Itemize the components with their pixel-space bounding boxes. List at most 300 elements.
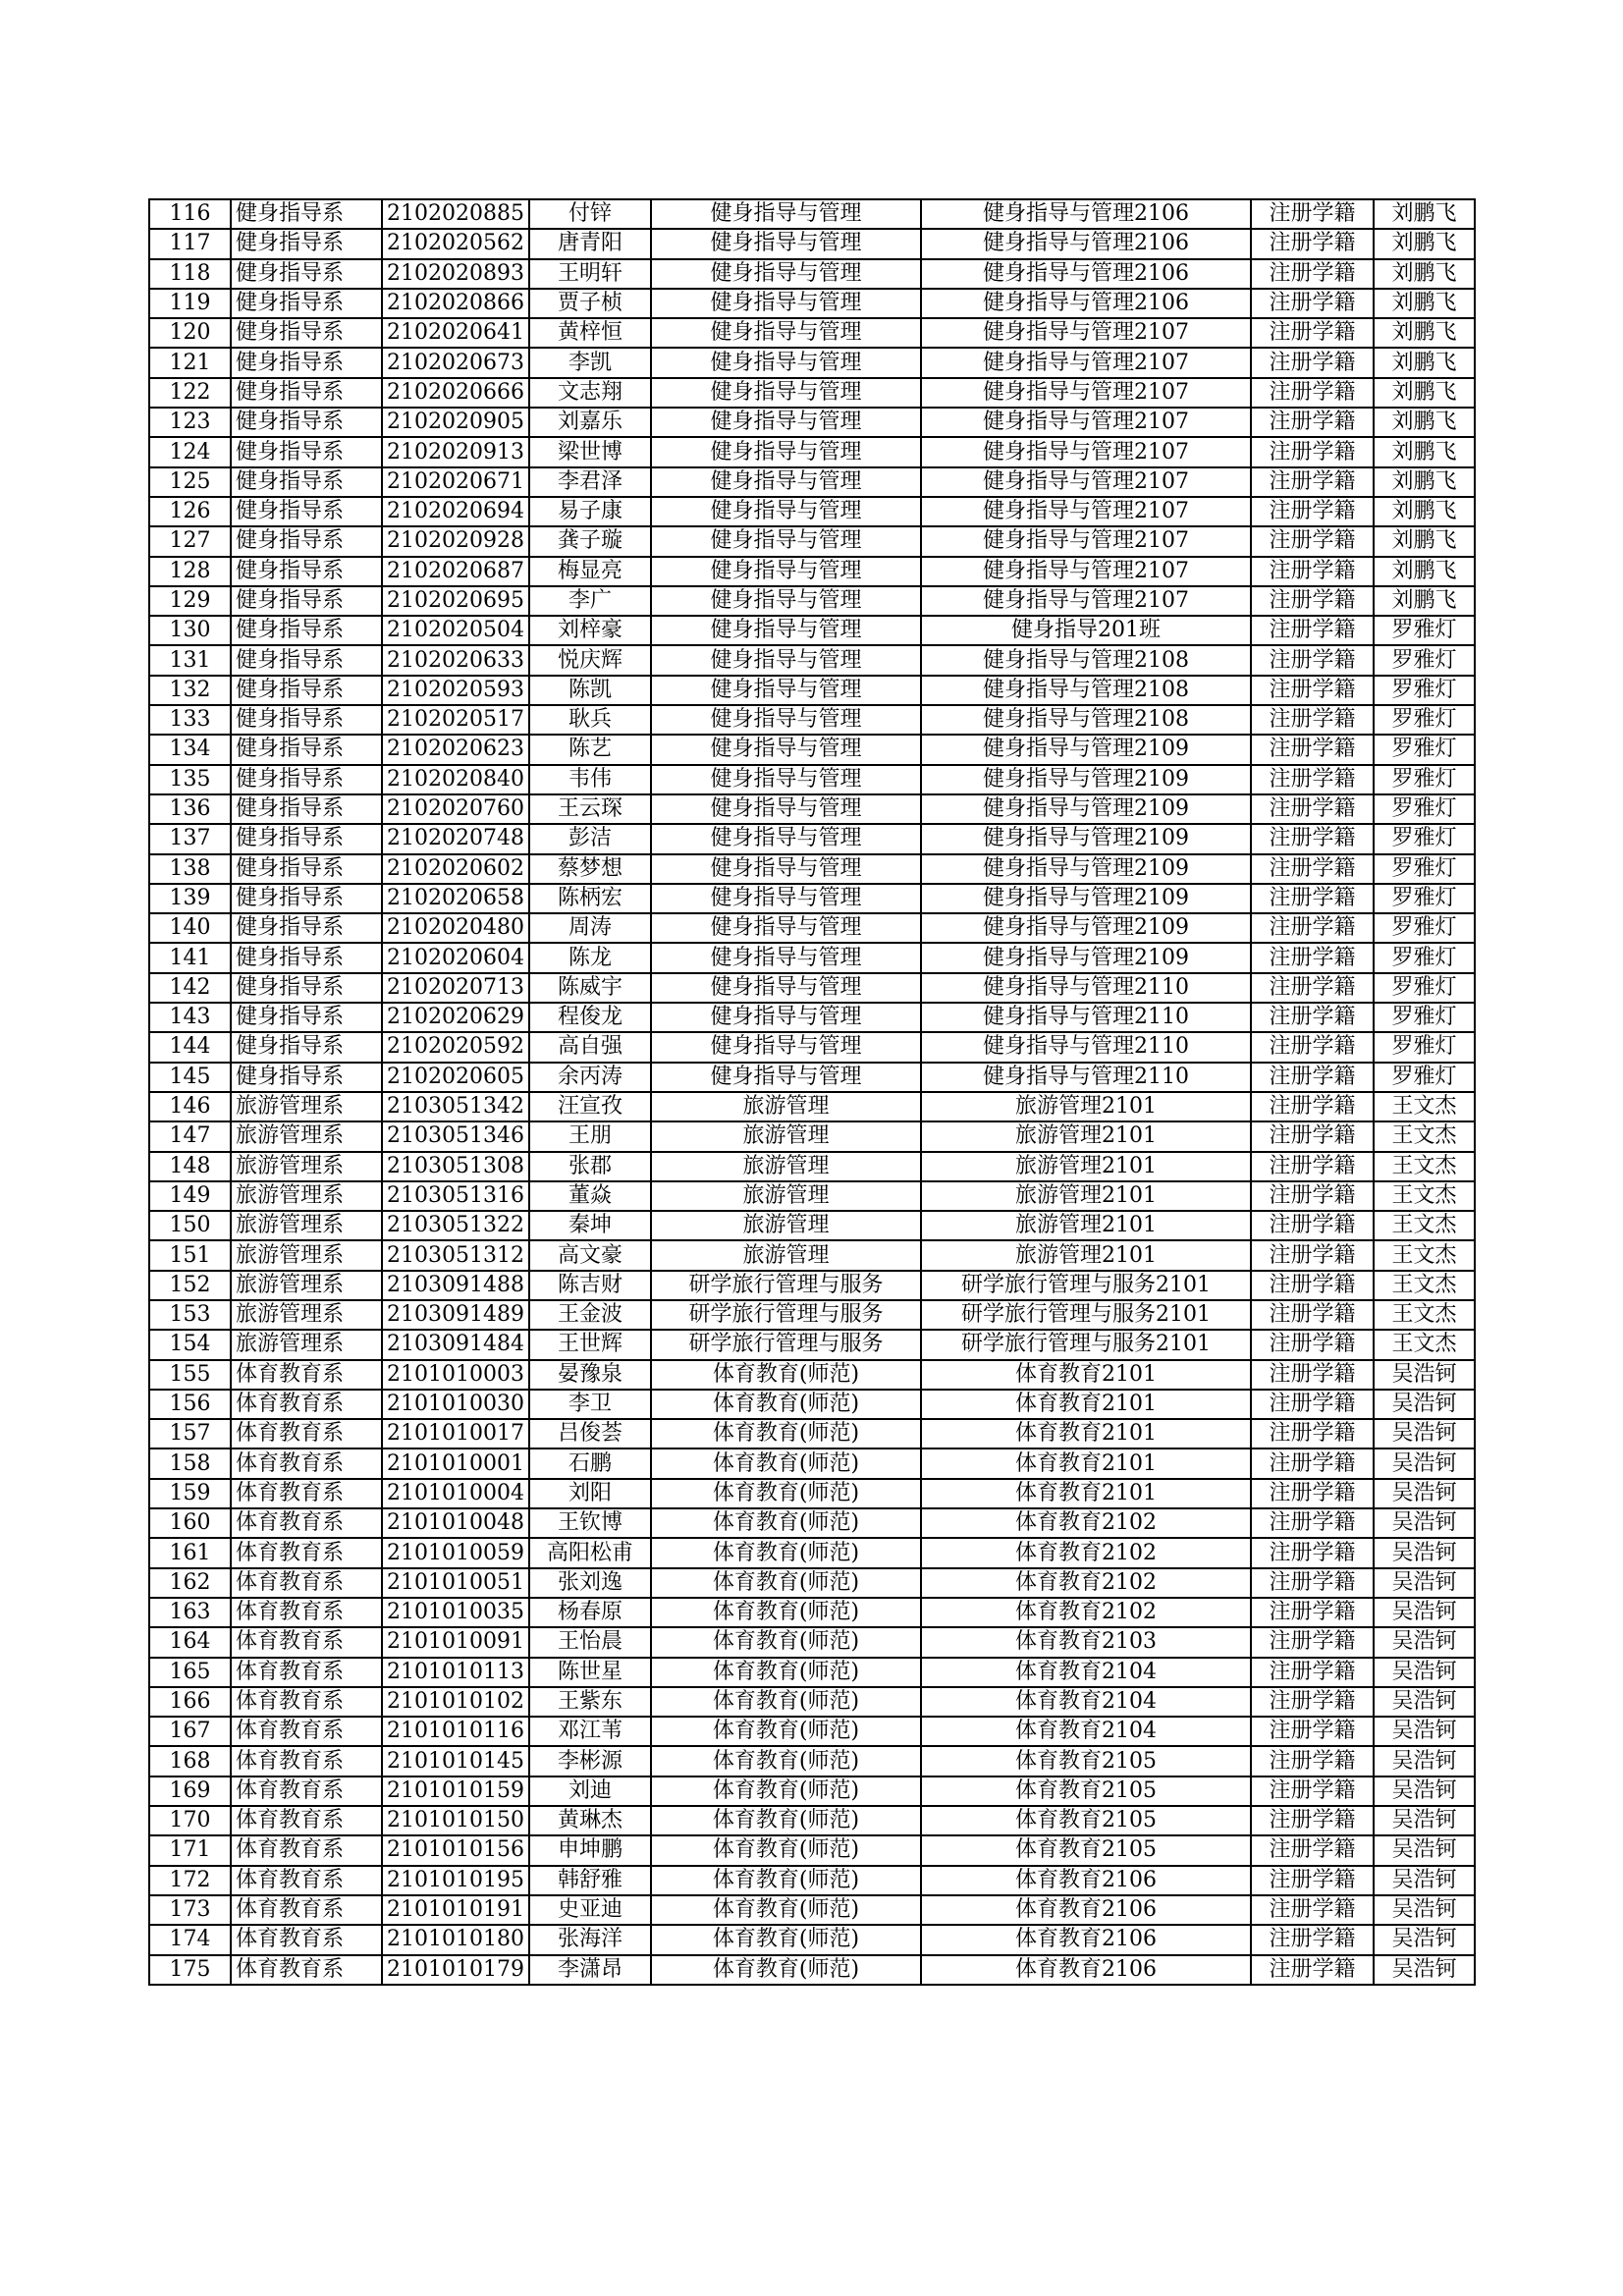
major-cell: 健身指导与管理 (651, 973, 921, 1003)
student-name-cell: 陈凯 (529, 676, 651, 705)
table-row (149, 1271, 1475, 1300)
department-cell: 健身指导系 (231, 616, 382, 645)
class-name-cell: 健身指导与管理2109 (921, 854, 1251, 884)
major-cell: 旅游管理 (651, 1152, 921, 1181)
department-cell: 健身指导系 (231, 586, 382, 616)
major-cell: 旅游管理 (651, 1121, 921, 1151)
student-name-cell: 文志翔 (529, 378, 651, 408)
row-number-cell: 162 (149, 1568, 231, 1598)
registration-status-cell: 注册学籍 (1251, 1538, 1374, 1567)
major-cell: 体育教育(师范) (651, 1806, 921, 1835)
major-cell: 健身指导与管理 (651, 913, 921, 943)
class-name-cell: 健身指导与管理2106 (921, 289, 1251, 318)
table-row (149, 824, 1475, 853)
table-row (149, 259, 1475, 289)
counselor-cell: 吴浩钶 (1374, 1360, 1475, 1390)
department-cell: 体育教育系 (231, 1449, 382, 1478)
major-cell: 体育教育(师范) (651, 1925, 921, 1954)
counselor-cell: 王文杰 (1374, 1330, 1475, 1359)
counselor-cell: 吴浩钶 (1374, 1508, 1475, 1538)
table-row (149, 676, 1475, 705)
class-name-cell: 研学旅行管理与服务2101 (921, 1300, 1251, 1330)
department-cell: 体育教育系 (231, 1419, 382, 1449)
counselor-cell: 王文杰 (1374, 1181, 1475, 1211)
class-name-cell: 体育教育2102 (921, 1508, 1251, 1538)
major-cell: 体育教育(师范) (651, 1658, 921, 1687)
major-cell: 健身指导与管理 (651, 735, 921, 764)
registration-status-cell: 注册学籍 (1251, 437, 1374, 466)
major-cell: 体育教育(师范) (651, 1717, 921, 1746)
registration-status-cell: 注册学籍 (1251, 1866, 1374, 1895)
row-number-cell: 153 (149, 1300, 231, 1330)
student-id-cell: 2101010030 (382, 1390, 529, 1419)
registration-status-cell: 注册学籍 (1251, 557, 1374, 586)
row-number-cell: 173 (149, 1895, 231, 1925)
counselor-cell: 吴浩钶 (1374, 1925, 1475, 1954)
counselor-cell: 吴浩钶 (1374, 1479, 1475, 1508)
table-row (149, 1211, 1475, 1240)
row-number-cell: 166 (149, 1687, 231, 1717)
student-name-cell: 黄梓恒 (529, 318, 651, 348)
counselor-cell: 吴浩钶 (1374, 1777, 1475, 1806)
registration-status-cell: 注册学籍 (1251, 1300, 1374, 1330)
department-cell: 体育教育系 (231, 1746, 382, 1776)
counselor-cell: 刘鹏飞 (1374, 586, 1475, 616)
department-cell: 健身指导系 (231, 1032, 382, 1062)
counselor-cell: 罗雅灯 (1374, 645, 1475, 675)
student-id-cell: 2102020658 (382, 884, 529, 913)
student-id-cell: 2102020604 (382, 943, 529, 972)
student-id-cell: 2102020593 (382, 676, 529, 705)
major-cell: 体育教育(师范) (651, 1687, 921, 1717)
table-row (149, 1063, 1475, 1092)
row-number-cell: 165 (149, 1658, 231, 1687)
registration-status-cell: 注册学籍 (1251, 1003, 1374, 1032)
registration-status-cell: 注册学籍 (1251, 973, 1374, 1003)
class-name-cell: 健身指导与管理2107 (921, 497, 1251, 526)
major-cell: 健身指导与管理 (651, 289, 921, 318)
major-cell: 健身指导与管理 (651, 676, 921, 705)
registration-status-cell: 注册学籍 (1251, 854, 1374, 884)
major-cell: 健身指导与管理 (651, 437, 921, 466)
class-name-cell: 体育教育2101 (921, 1419, 1251, 1449)
table-row (149, 616, 1475, 645)
registration-status-cell: 注册学籍 (1251, 1121, 1374, 1151)
counselor-cell: 王文杰 (1374, 1121, 1475, 1151)
student-name-cell: 邓江苇 (529, 1717, 651, 1746)
student-name-cell: 黄琳杰 (529, 1806, 651, 1835)
table-row (149, 1300, 1475, 1330)
student-name-cell: 彭洁 (529, 824, 651, 853)
row-number-cell: 156 (149, 1390, 231, 1419)
row-number-cell: 164 (149, 1627, 231, 1657)
major-cell: 健身指导与管理 (651, 616, 921, 645)
counselor-cell: 罗雅灯 (1374, 1032, 1475, 1062)
student-name-cell: 陈吉财 (529, 1271, 651, 1300)
table-row (149, 1092, 1475, 1121)
class-name-cell: 健身指导与管理2107 (921, 318, 1251, 348)
student-id-cell: 2102020592 (382, 1032, 529, 1062)
department-cell: 旅游管理系 (231, 1240, 382, 1270)
student-id-cell: 2103091489 (382, 1300, 529, 1330)
student-id-cell: 2102020760 (382, 794, 529, 824)
student-id-cell: 2101010004 (382, 1479, 529, 1508)
registration-status-cell: 注册学籍 (1251, 229, 1374, 258)
student-name-cell: 王怡晨 (529, 1627, 651, 1657)
major-cell: 健身指导与管理 (651, 408, 921, 437)
table-row (149, 794, 1475, 824)
registration-status-cell: 注册学籍 (1251, 616, 1374, 645)
registration-status-cell: 注册学籍 (1251, 1181, 1374, 1211)
student-name-cell: 汪宣孜 (529, 1092, 651, 1121)
student-name-cell: 高自强 (529, 1032, 651, 1062)
student-name-cell: 王金波 (529, 1300, 651, 1330)
row-number-cell: 167 (149, 1717, 231, 1746)
row-number-cell: 128 (149, 557, 231, 586)
table-row (149, 586, 1475, 616)
student-id-cell: 2102020605 (382, 1063, 529, 1092)
row-number-cell: 135 (149, 765, 231, 794)
table-row (149, 1806, 1475, 1835)
student-name-cell: 王紫东 (529, 1687, 651, 1717)
student-id-cell: 2102020629 (382, 1003, 529, 1032)
counselor-cell: 吴浩钶 (1374, 1658, 1475, 1687)
department-cell: 体育教育系 (231, 1598, 382, 1627)
student-id-cell: 2101010195 (382, 1866, 529, 1895)
major-cell: 体育教育(师范) (651, 1390, 921, 1419)
row-number-cell: 154 (149, 1330, 231, 1359)
row-number-cell: 118 (149, 259, 231, 289)
student-id-cell: 2102020602 (382, 854, 529, 884)
table-row (149, 1568, 1475, 1598)
class-name-cell: 研学旅行管理与服务2101 (921, 1330, 1251, 1359)
table-row (149, 1538, 1475, 1567)
registration-status-cell: 注册学籍 (1251, 497, 1374, 526)
department-cell: 体育教育系 (231, 1658, 382, 1687)
registration-status-cell: 注册学籍 (1251, 1240, 1374, 1270)
student-name-cell: 陈世星 (529, 1658, 651, 1687)
student-name-cell: 刘嘉乐 (529, 408, 651, 437)
class-name-cell: 健身指导与管理2107 (921, 408, 1251, 437)
student-name-cell: 余丙涛 (529, 1063, 651, 1092)
student-id-cell: 2102020687 (382, 557, 529, 586)
student-id-cell: 2102020562 (382, 229, 529, 258)
student-id-cell: 2101010145 (382, 1746, 529, 1776)
table-body (149, 199, 1475, 1985)
registration-status-cell: 注册学籍 (1251, 1092, 1374, 1121)
department-cell: 旅游管理系 (231, 1152, 382, 1181)
department-cell: 体育教育系 (231, 1538, 382, 1567)
table-row (149, 1658, 1475, 1687)
registration-status-cell: 注册学籍 (1251, 259, 1374, 289)
row-number-cell: 125 (149, 467, 231, 497)
table-row (149, 1717, 1475, 1746)
department-cell: 健身指导系 (231, 824, 382, 853)
department-cell: 健身指导系 (231, 437, 382, 466)
student-id-cell: 2102020840 (382, 765, 529, 794)
class-name-cell: 体育教育2105 (921, 1806, 1251, 1835)
table-row (149, 705, 1475, 735)
major-cell: 健身指导与管理 (651, 824, 921, 853)
registration-status-cell: 注册学籍 (1251, 676, 1374, 705)
student-name-cell: 刘阳 (529, 1479, 651, 1508)
major-cell: 体育教育(师范) (651, 1360, 921, 1390)
table-row (149, 1032, 1475, 1062)
major-cell: 健身指导与管理 (651, 943, 921, 972)
table-row (149, 1777, 1475, 1806)
student-id-cell: 2101010102 (382, 1687, 529, 1717)
major-cell: 健身指导与管理 (651, 259, 921, 289)
registration-status-cell: 注册学籍 (1251, 913, 1374, 943)
class-name-cell: 体育教育2104 (921, 1717, 1251, 1746)
table-row (149, 765, 1475, 794)
class-name-cell: 健身指导201班 (921, 616, 1251, 645)
major-cell: 体育教育(师范) (651, 1746, 921, 1776)
registration-status-cell: 注册学籍 (1251, 1211, 1374, 1240)
registration-status-cell: 注册学籍 (1251, 1835, 1374, 1865)
row-number-cell: 168 (149, 1746, 231, 1776)
student-id-cell: 2103051342 (382, 1092, 529, 1121)
registration-status-cell: 注册学籍 (1251, 289, 1374, 318)
row-number-cell: 163 (149, 1598, 231, 1627)
department-cell: 体育教育系 (231, 1479, 382, 1508)
department-cell: 体育教育系 (231, 1835, 382, 1865)
counselor-cell: 罗雅灯 (1374, 824, 1475, 853)
department-cell: 健身指导系 (231, 259, 382, 289)
counselor-cell: 刘鹏飞 (1374, 408, 1475, 437)
department-cell: 健身指导系 (231, 1003, 382, 1032)
class-name-cell: 健身指导与管理2110 (921, 1063, 1251, 1092)
counselor-cell: 吴浩钶 (1374, 1538, 1475, 1567)
registration-status-cell: 注册学籍 (1251, 1360, 1374, 1390)
major-cell: 健身指导与管理 (651, 1003, 921, 1032)
registration-status-cell: 注册学籍 (1251, 408, 1374, 437)
registration-status-cell: 注册学籍 (1251, 1152, 1374, 1181)
row-number-cell: 121 (149, 348, 231, 377)
student-id-cell: 2102020748 (382, 824, 529, 853)
row-number-cell: 136 (149, 794, 231, 824)
registration-status-cell: 注册学籍 (1251, 1955, 1374, 1985)
row-number-cell: 174 (149, 1925, 231, 1954)
student-id-cell: 2101010191 (382, 1895, 529, 1925)
class-name-cell: 体育教育2101 (921, 1360, 1251, 1390)
table-row (149, 645, 1475, 675)
table-row (149, 1687, 1475, 1717)
student-id-cell: 2102020666 (382, 378, 529, 408)
table-row (149, 526, 1475, 556)
major-cell: 旅游管理 (651, 1181, 921, 1211)
student-id-cell: 2102020905 (382, 408, 529, 437)
row-number-cell: 169 (149, 1777, 231, 1806)
major-cell: 健身指导与管理 (651, 794, 921, 824)
student-id-cell: 2101010159 (382, 1777, 529, 1806)
counselor-cell: 刘鹏飞 (1374, 229, 1475, 258)
class-name-cell: 体育教育2105 (921, 1835, 1251, 1865)
table-row (149, 1240, 1475, 1270)
student-name-cell: 申坤鹏 (529, 1835, 651, 1865)
row-number-cell: 170 (149, 1806, 231, 1835)
row-number-cell: 160 (149, 1508, 231, 1538)
registration-status-cell: 注册学籍 (1251, 1271, 1374, 1300)
counselor-cell: 吴浩钶 (1374, 1419, 1475, 1449)
department-cell: 健身指导系 (231, 229, 382, 258)
row-number-cell: 138 (149, 854, 231, 884)
student-name-cell: 韩舒雅 (529, 1866, 651, 1895)
student-name-cell: 贾子桢 (529, 289, 651, 318)
student-id-cell: 2101010001 (382, 1449, 529, 1478)
major-cell: 旅游管理 (651, 1092, 921, 1121)
registration-status-cell: 注册学籍 (1251, 645, 1374, 675)
student-name-cell: 王明轩 (529, 259, 651, 289)
registration-status-cell: 注册学籍 (1251, 1508, 1374, 1538)
student-registration-table (148, 198, 1476, 1986)
registration-status-cell: 注册学籍 (1251, 318, 1374, 348)
row-number-cell: 148 (149, 1152, 231, 1181)
row-number-cell: 134 (149, 735, 231, 764)
department-cell: 健身指导系 (231, 1063, 382, 1092)
row-number-cell: 146 (149, 1092, 231, 1121)
table-row (149, 229, 1475, 258)
department-cell: 健身指导系 (231, 913, 382, 943)
department-cell: 健身指导系 (231, 645, 382, 675)
table-row (149, 1419, 1475, 1449)
major-cell: 体育教育(师范) (651, 1479, 921, 1508)
class-name-cell: 健身指导与管理2109 (921, 735, 1251, 764)
table-row (149, 497, 1475, 526)
student-name-cell: 陈威宇 (529, 973, 651, 1003)
department-cell: 旅游管理系 (231, 1181, 382, 1211)
major-cell: 健身指导与管理 (651, 497, 921, 526)
counselor-cell: 刘鹏飞 (1374, 526, 1475, 556)
student-name-cell: 周涛 (529, 913, 651, 943)
student-name-cell: 晏豫泉 (529, 1360, 651, 1390)
major-cell: 体育教育(师范) (651, 1419, 921, 1449)
counselor-cell: 刘鹏飞 (1374, 199, 1475, 229)
student-name-cell: 高阳松甫 (529, 1538, 651, 1567)
class-name-cell: 旅游管理2101 (921, 1211, 1251, 1240)
table-row (149, 1479, 1475, 1508)
table-row (149, 1360, 1475, 1390)
registration-status-cell: 注册学籍 (1251, 1032, 1374, 1062)
row-number-cell: 149 (149, 1181, 231, 1211)
counselor-cell: 罗雅灯 (1374, 765, 1475, 794)
department-cell: 体育教育系 (231, 1866, 382, 1895)
class-name-cell: 健身指导与管理2106 (921, 259, 1251, 289)
student-id-cell: 2102020713 (382, 973, 529, 1003)
department-cell: 健身指导系 (231, 676, 382, 705)
row-number-cell: 132 (149, 676, 231, 705)
row-number-cell: 155 (149, 1360, 231, 1390)
row-number-cell: 120 (149, 318, 231, 348)
registration-status-cell: 注册学籍 (1251, 586, 1374, 616)
student-id-cell: 2102020866 (382, 289, 529, 318)
counselor-cell: 吴浩钶 (1374, 1955, 1475, 1985)
student-name-cell: 李君泽 (529, 467, 651, 497)
department-cell: 体育教育系 (231, 1627, 382, 1657)
student-id-cell: 2101010156 (382, 1835, 529, 1865)
registration-status-cell: 注册学籍 (1251, 199, 1374, 229)
row-number-cell: 150 (149, 1211, 231, 1240)
department-cell: 健身指导系 (231, 884, 382, 913)
registration-status-cell: 注册学籍 (1251, 765, 1374, 794)
registration-status-cell: 注册学籍 (1251, 1419, 1374, 1449)
counselor-cell: 吴浩钶 (1374, 1627, 1475, 1657)
department-cell: 旅游管理系 (231, 1092, 382, 1121)
table-row (149, 1835, 1475, 1865)
counselor-cell: 吴浩钶 (1374, 1449, 1475, 1478)
student-name-cell: 梅显亮 (529, 557, 651, 586)
registration-status-cell: 注册学籍 (1251, 1806, 1374, 1835)
department-cell: 健身指导系 (231, 735, 382, 764)
counselor-cell: 吴浩钶 (1374, 1717, 1475, 1746)
counselor-cell: 王文杰 (1374, 1300, 1475, 1330)
student-name-cell: 龚子璇 (529, 526, 651, 556)
department-cell: 健身指导系 (231, 378, 382, 408)
row-number-cell: 142 (149, 973, 231, 1003)
class-name-cell: 体育教育2105 (921, 1777, 1251, 1806)
table-row (149, 943, 1475, 972)
counselor-cell: 刘鹏飞 (1374, 289, 1475, 318)
student-id-cell: 2101010035 (382, 1598, 529, 1627)
row-number-cell: 158 (149, 1449, 231, 1478)
student-id-cell: 2101010048 (382, 1508, 529, 1538)
row-number-cell: 127 (149, 526, 231, 556)
table-row (149, 1925, 1475, 1954)
row-number-cell: 152 (149, 1271, 231, 1300)
department-cell: 健身指导系 (231, 765, 382, 794)
counselor-cell: 王文杰 (1374, 1092, 1475, 1121)
class-name-cell: 健身指导与管理2107 (921, 348, 1251, 377)
student-name-cell: 吕俊荟 (529, 1419, 651, 1449)
counselor-cell: 刘鹏飞 (1374, 497, 1475, 526)
row-number-cell: 141 (149, 943, 231, 972)
registration-status-cell: 注册学籍 (1251, 794, 1374, 824)
major-cell: 健身指导与管理 (651, 467, 921, 497)
major-cell: 体育教育(师范) (651, 1777, 921, 1806)
major-cell: 体育教育(师范) (651, 1568, 921, 1598)
table-row (149, 289, 1475, 318)
table-row (149, 378, 1475, 408)
class-name-cell: 健身指导与管理2109 (921, 943, 1251, 972)
class-name-cell: 健身指导与管理2107 (921, 586, 1251, 616)
class-name-cell: 旅游管理2101 (921, 1240, 1251, 1270)
row-number-cell: 175 (149, 1955, 231, 1985)
student-id-cell: 2103051322 (382, 1211, 529, 1240)
registration-status-cell: 注册学籍 (1251, 1598, 1374, 1627)
registration-status-cell: 注册学籍 (1251, 1717, 1374, 1746)
counselor-cell: 王文杰 (1374, 1211, 1475, 1240)
counselor-cell: 罗雅灯 (1374, 854, 1475, 884)
class-name-cell: 旅游管理2101 (921, 1092, 1251, 1121)
counselor-cell: 吴浩钶 (1374, 1687, 1475, 1717)
counselor-cell: 罗雅灯 (1374, 1003, 1475, 1032)
department-cell: 健身指导系 (231, 973, 382, 1003)
registration-status-cell: 注册学籍 (1251, 1925, 1374, 1954)
department-cell: 健身指导系 (231, 557, 382, 586)
table-row (149, 1152, 1475, 1181)
student-id-cell: 2102020885 (382, 199, 529, 229)
row-number-cell: 171 (149, 1835, 231, 1865)
department-cell: 体育教育系 (231, 1895, 382, 1925)
row-number-cell: 159 (149, 1479, 231, 1508)
major-cell: 健身指导与管理 (651, 557, 921, 586)
table-row (149, 1330, 1475, 1359)
student-name-cell: 王钦博 (529, 1508, 651, 1538)
counselor-cell: 刘鹏飞 (1374, 437, 1475, 466)
table-row (149, 1627, 1475, 1657)
class-name-cell: 健身指导与管理2106 (921, 229, 1251, 258)
table-row (149, 854, 1475, 884)
